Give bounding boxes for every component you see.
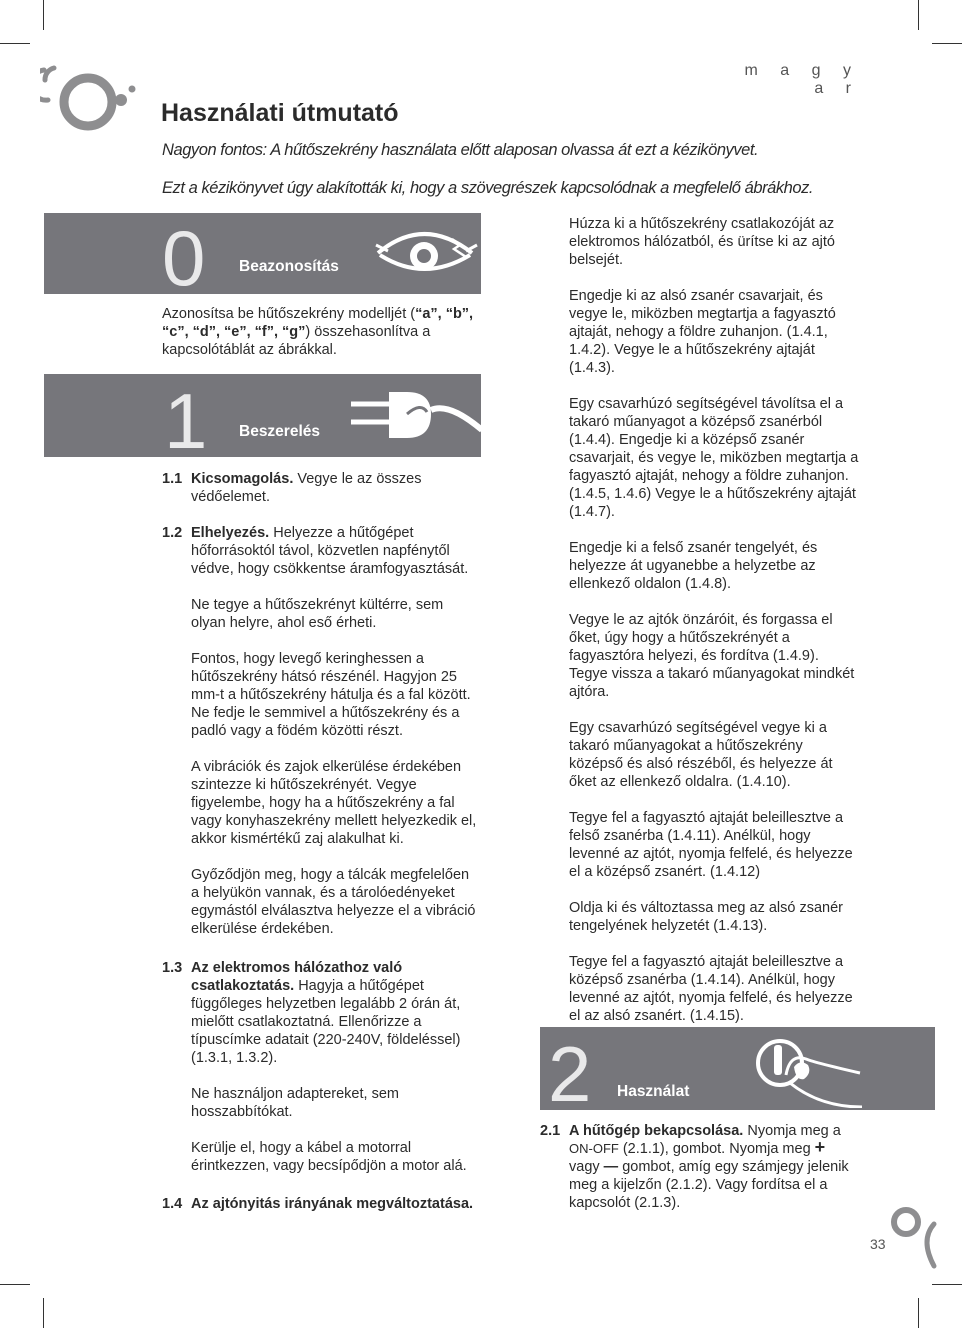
step-paragraph: Oldja ki és változtassa meg az alsó zsanér tengelyének helyzetét (1.4.13). [569,900,844,934]
identify-paragraph [162,305,480,359]
item-title: Kicsomagolás. [191,471,294,487]
brand-logo-small-icon [888,1200,938,1272]
page-number: 33 [870,1236,886,1252]
item-text: Nyomja meg a [743,1123,841,1139]
item-paragraph: Ne tegye a hűtőszekrényt kültérre, sem olyan helyre, ahol eső érheti. [191,597,444,631]
section-label: Beszerelés [239,423,321,440]
item-title: Az ajtónyitás irányának megváltoztatása. [191,1196,474,1212]
crop-mark [932,43,962,44]
plus-symbol: + [814,1137,826,1157]
item-number: 1.2 [162,525,183,541]
crop-mark [43,0,44,30]
item-text: Vegye le az összes védőelemet. [191,471,422,505]
section-number: 1 [164,377,208,457]
model-letters: “a”, “b”, “c”, “d”, “e”, “f”, “g” [162,306,474,340]
item-number: 1.4 [162,1196,183,1212]
item-title: A hűtőgép bekapcsolása. [569,1123,744,1139]
item-paragraph: Kerülje el, hogy a kábel a motorral érintkezzen, vagy becsípődjön a motor alá. [191,1140,467,1174]
item-paragraph: Győződjön meg, hogy a tálcák megfelelően a helyükön vannak, és a tárolóedényeket egymástól elválasztva helyezze el a vibráció elkerülése érdekében. [191,867,476,937]
item-text: (2.1.1), gombot. Nyomja meg [618,1141,815,1157]
step-paragraph: Húzza ki a hűtőszekrény csatlakozóját az elektromos hálózatból, és ürítse ki az ajtó belsejét. [569,216,835,268]
item-text: Helyezze a hűtőgépet hőforrásoktól távol, közvetlen napfénytől védve, hogy csökkentse áramfogyasztását. [191,525,469,577]
section-number: 0 [162,214,206,294]
section-label: Használat [617,1083,690,1100]
step-paragraph: Egy csavarhúzó segítségével vegye ki a takaró műanyagokat a hűtőszekrény középső és alsó részéből, és helyezze át őket az ellenkező oldalra. (1.4.10). [569,720,833,790]
crop-mark [918,1298,919,1328]
section-0-banner [44,213,481,294]
item-text: gombot, amíg egy számjegy jelenik meg a kijelzőn (2.1.2). Vagy fordítsa el a kapcsolót (2.1.3). [569,1159,849,1211]
item-title: Elhelyezés. [191,525,270,541]
section-label: Beazonosítás [239,258,339,275]
right-column [569,215,859,1025]
crop-mark [932,1284,962,1285]
intro-layout: Ezt a kézikönyvet úgy alakították ki, hogy a szövegrészek kapcsolódnak a megfelelő ábrákhoz. [162,179,814,197]
eye-icon [374,223,479,283]
minus-symbol: — [603,1159,619,1175]
crop-mark [0,43,30,44]
power-button-icon [750,1033,865,1108]
identify-text-end: ) összehasonlítva a kapcsolótáblát az ábrákkal. [162,324,431,358]
section-number: 2 [548,1030,592,1110]
step-paragraph: Tegye fel a fagyasztó ajtaját beleillesztve a felső zsanérba (1.4.11). Anélkül, hogy levenné az ajtót, nyomja felfelé, és helyezze el a középső zsanért. (1.4.12) [569,810,853,880]
intro-important: Nagyon fontos: A hűtőszekrény használata előtt alaposan olvassa át ezt a kézikönyvet. [162,141,759,159]
section-2-banner [540,1027,935,1110]
brand-logo-icon [40,62,140,142]
language-label: m a g y a r [744,62,860,97]
item-text: vagy [569,1159,604,1175]
item-number: 2.1 [540,1123,561,1139]
step-paragraph: Engedje ki az alsó zsanér csavarjait, és vegye le, miközben megtartja a fagyasztó ajtaját, nehogy a földre zuhanjon. (1.4.1, 1.4.2). Vegye le a hűtőszekrény ajtaját (1.4.3). [569,288,836,376]
step-paragraph: Engedje ki a felső zsanér tengelyét, és helyezze át ugyanebbe a helyzetbe az ellenkező oldalon (1.4.8). [569,540,818,592]
step-paragraph: Tegye fel a fagyasztó ajtaját beleillesztve a középső zsanérba (1.4.14). Anélkül, hogy levenné az ajtót, nyomja felfelé, és helyezze el az alsó zsanért. (1.4.15). [569,954,853,1024]
item-number: 1.3 [162,960,183,976]
item-paragraph: Ne használjon adaptereket, sem hosszabbítókat. [191,1086,399,1120]
step-paragraph: Egy csavarhúzó segítségével távolítsa el a takaró műanyagot a középső zsanérból (1.4.4). Engedje ki a középső zsanér csavarjait, és vegye le, miközben megtartja a fagyasztó ajtaját, nehogy a földre zuhanjon. (1.4.5, 1.4.6) Vegye le a hűtőszekrény ajtaját (1.4.7). [569,396,859,520]
on-off-label: ON-OFF [569,1141,619,1156]
page-title: Használati útmutató [161,99,399,127]
item-title: Az elektromos hálózathoz való csatlakoztatás. [191,960,403,994]
step-paragraph: Vegye le az ajtók önzáróit, és forgassa el őket, úgy hogy a hűtőszekrényét a fagyasztóra helyezi, és fordítva (1.4.9). Tegye vissza a takaró műanyagokat mindkét ajtóra. [569,612,855,700]
item-number: 1.1 [162,471,183,487]
item-text: Hagyja a hűtőgépet függőleges helyzetben legalább 2 órán át, mielőtt csatlakoztatná. Ellenőrizze a típuscímke adatait (220-240V, földeléssel) (1.3.1, 1.3.2). [191,978,461,1066]
section-1-banner [44,374,481,457]
identify-text: Azonosítsa be hűtőszekrény modelljét ( [162,306,416,322]
crop-mark [918,0,919,30]
item-paragraph: Fontos, hogy levegő keringhessen a hűtőszekrény hátsó részénél. Hagyjon 25 mm-t a hűtőszekrény hátulja és a fal között. Ne fedje le semmivel a hűtőszekrény és a padló vagy a födém közötti részt. [191,651,471,739]
item-paragraph: A vibrációk és zajok elkerülése érdekében szintezze ki hűtőszekrényét. Vegye figyelembe, hogy ha a hűtőszekrény a fal vagy konyhaszekrény mellett helyezkedik el, akkor kismértékű zaj alakulhat ki. [191,759,477,847]
crop-mark [43,1298,44,1328]
plug-icon [349,382,481,448]
crop-mark [0,1284,30,1285]
